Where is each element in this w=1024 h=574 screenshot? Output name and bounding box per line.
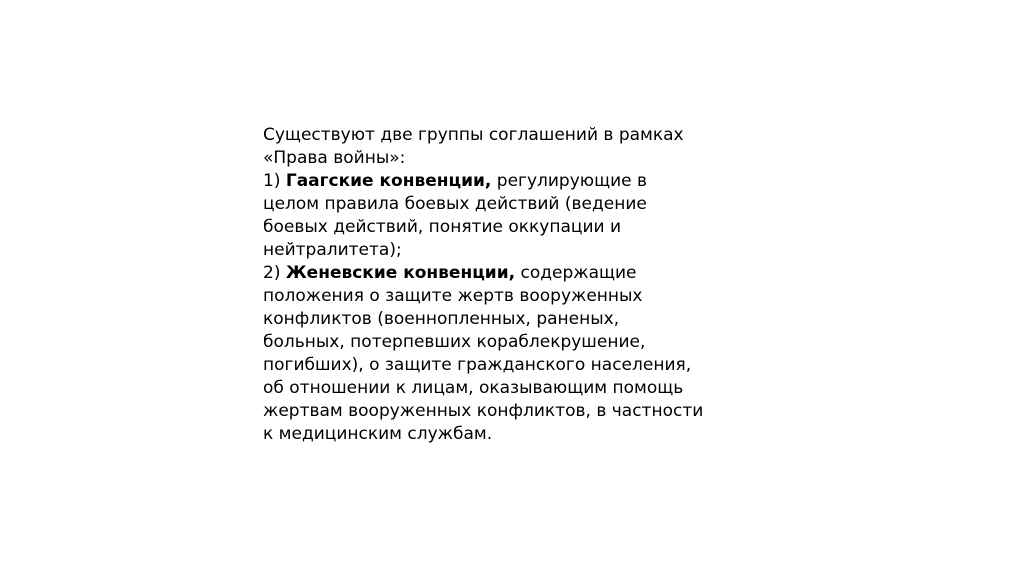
intro-line: «Права войны»: (263, 148, 406, 168)
item-text: содержащие (515, 263, 637, 283)
item-text-line: погибших), о защите гражданского населения, (263, 355, 692, 375)
item-text-line: конфликтов (военнопленных, раненых, (263, 309, 620, 329)
item-text-line: нейтралитета); (263, 240, 402, 260)
item-text-line: об отношении к лицам, оказывающим помощь (263, 378, 684, 398)
item-text-line: целом правила боевых действий (ведение (263, 194, 647, 214)
list-item-hague (263, 170, 763, 193)
intro-line: Существуют две группы соглашений в рамках (263, 125, 684, 145)
item-text: регулирующие в (491, 171, 648, 191)
item-text-line: положения о защите жертв вооруженных (263, 286, 643, 306)
item-text-line: жертвам вооруженных конфликтов, в частности (263, 401, 704, 421)
list-item-geneva (263, 262, 763, 285)
item-title: Гаагские конвенции, (285, 171, 492, 191)
body-text (263, 124, 763, 446)
item-text-line: боевых действий, понятие оккупации и (263, 217, 622, 237)
item-title: Женевские конвенции, (285, 263, 516, 283)
item-number: 2) (263, 263, 286, 283)
item-text-line: к медицинским службам. (263, 424, 493, 444)
item-number: 1) (263, 171, 286, 191)
item-text-line: больных, потерпевших кораблекрушение, (263, 332, 646, 352)
